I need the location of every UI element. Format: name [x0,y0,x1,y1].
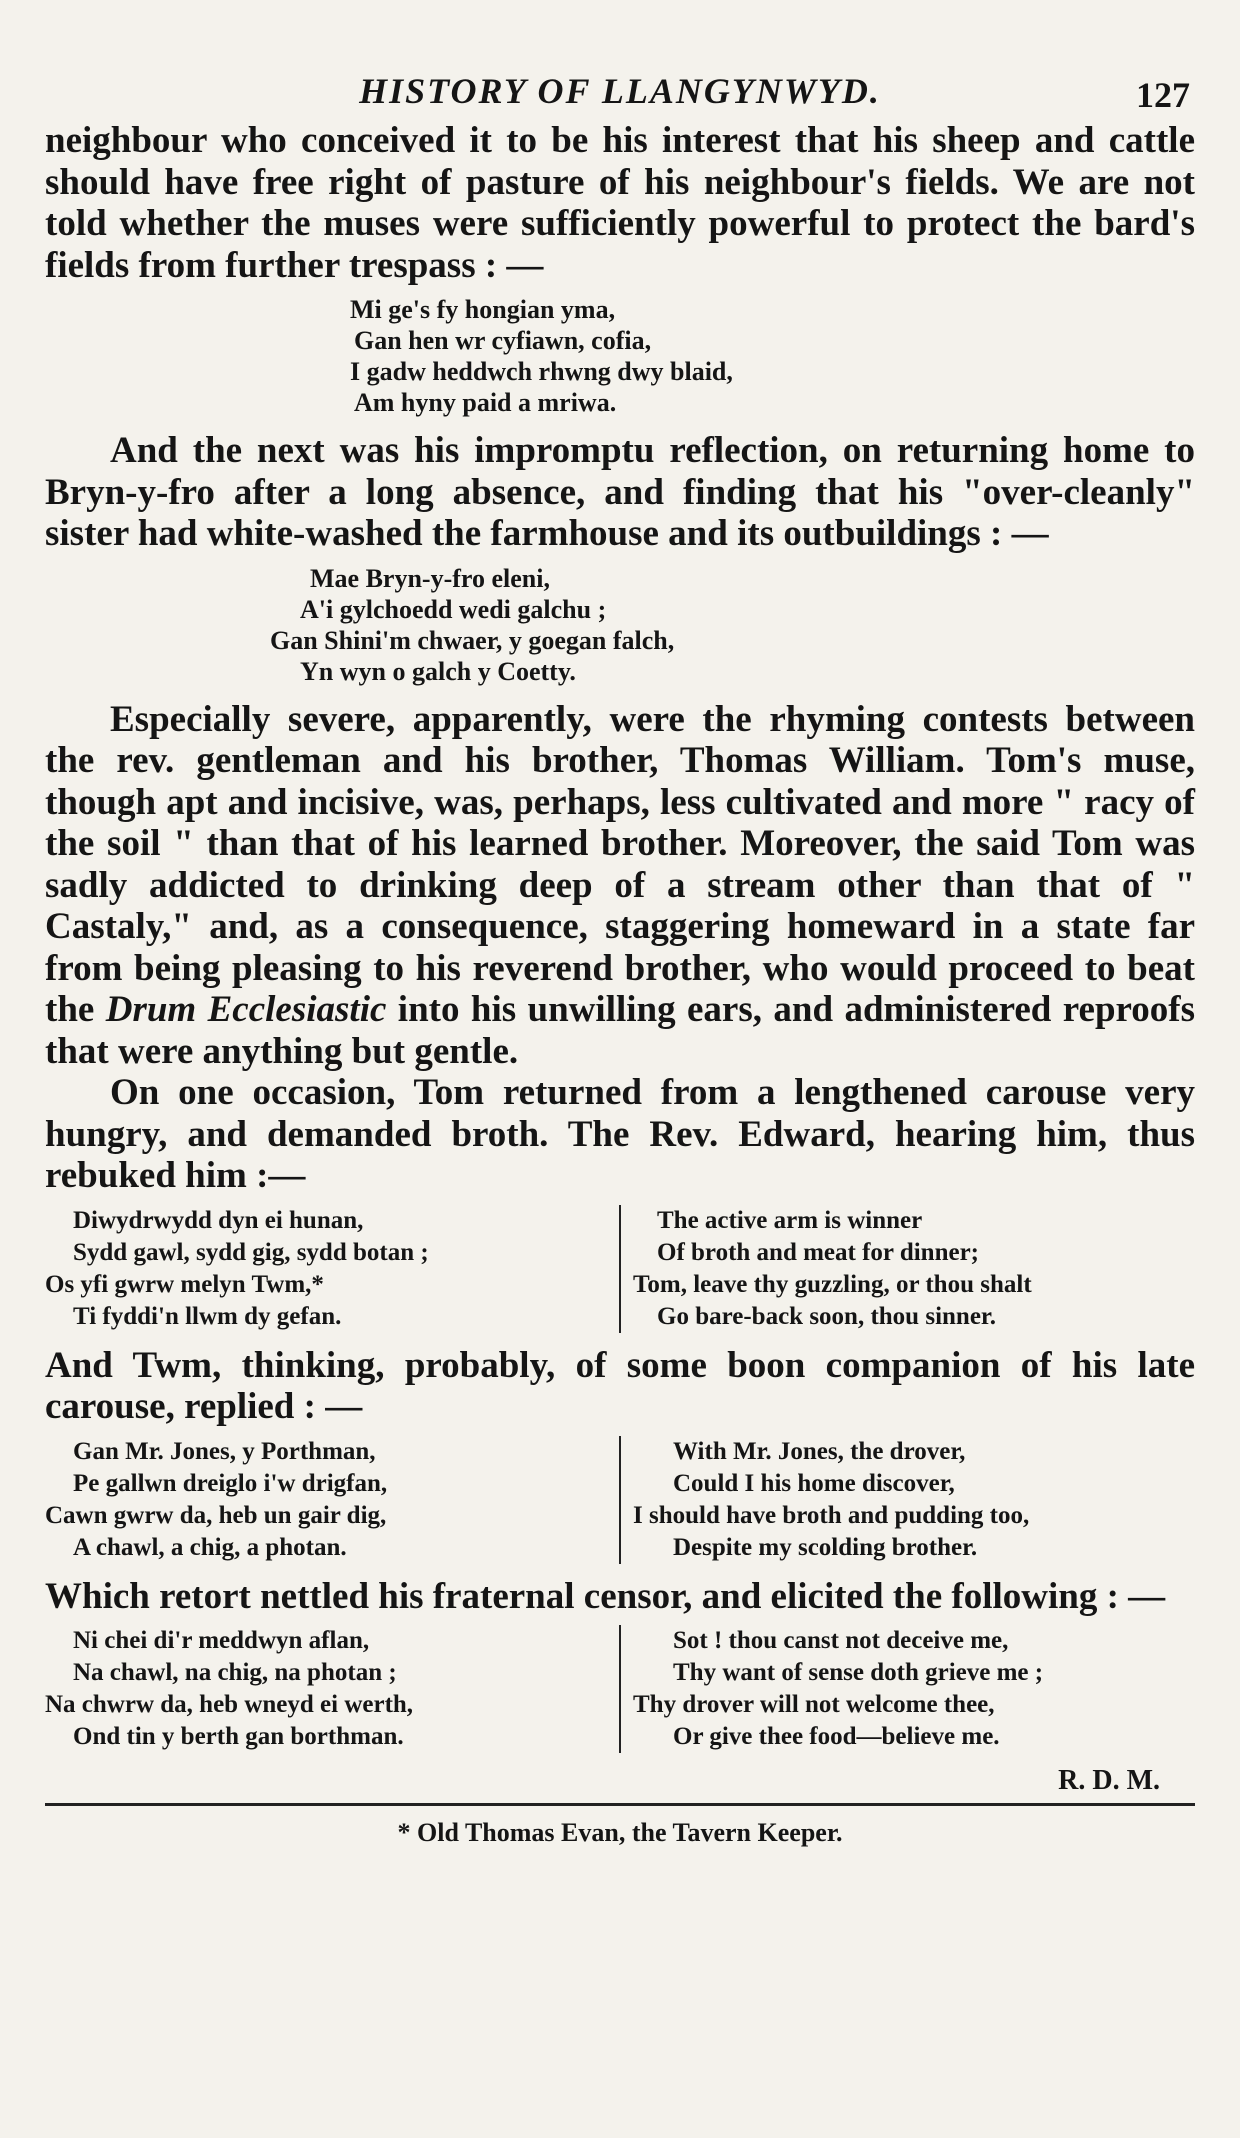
verse-line: Na chawl, na chig, na photan ; [73,1659,397,1686]
verse-line: Diwydrwydd dyn ei hunan, [73,1206,364,1234]
paragraph-5: And Twm, thinking, probably, of some boon companion of his late carouse, replied : — [45,1344,1195,1427]
welsh-verse [45,1625,621,1753]
verse-line: I gadw heddwch rhwng dwy blaid, [350,357,733,386]
paragraph-3-text-end: into his unwilling ears, and administered reproofs that were anything but gentle. [45,989,1196,1072]
verse-line: Gan Shini'm chwaer, y goegan falch, [270,625,675,655]
drum-ecclesiastic: Drum Ecclesiastic [105,989,387,1030]
verse-line: Mi ge's fy hongian yma, [350,295,616,324]
paragraph-3 [45,699,1195,1073]
footnote: * Old Thomas Evan, the Tavern Keeper. [397,1818,843,1847]
running-title: HISTORY OF LLANGYNWYD. [359,71,881,111]
book-page [45,60,1195,1848]
verse-line: Pe gallwn dreiglo i'w drigfan, [73,1469,388,1497]
verse-line: I should have broth and pudding too, [633,1501,1030,1529]
welsh-verse [45,1205,621,1333]
verse-line: Thy want of sense doth grieve me ; [673,1659,1044,1686]
verse-block-1 [350,294,1195,418]
verse-line: Could I his home discover, [673,1469,955,1497]
verse-line: Ond tin y berth gan borthman. [73,1723,404,1750]
footnote-divider [45,1803,1195,1806]
verse-line: Ti fyddi'n llwm dy gefan. [73,1302,342,1330]
verse-pair-2 [45,1436,1195,1564]
verse-pair-1 [45,1205,1195,1333]
paragraph-4: On one occasion, Tom returned from a lengthened carouse very hungry, and demanded broth. The Rev. Edward, hearing him, thus rebuked him :— [45,1072,1195,1196]
paragraph-6: Which retort nettled his fraternal censor, and elicited the following : — [45,1575,1166,1617]
verse-line: Mae Bryn-y-fro eleni, [310,563,550,593]
verse-line: A chawl, a chig, a photan. [73,1533,347,1561]
verse-block-2 [270,563,1195,687]
paragraph-2: And the next was his impromptu reflection, on returning home to Bryn-y-fro after a long absence, and finding that his "over-cleanly" sister had white-washed the farmhouse and its outbuildings : — [45,430,1195,554]
paragraph-3-text: Especially severe, apparently, were the rhyming contests between the rev. gentleman and his brother, Thomas William. Tom's muse, though apt and incisive, was, perhaps, less cultivated and more " racy of the soil " than that of his learned brother. Moreover, the said Tom was sadly addicted to drinking deep of a stream other than that of " Castaly," and, as a consequence, staggering homeward in a state far from being pleasing to his reverend brother, who would proceed to beat the [45,698,1195,1030]
verse-line: A'i gylchoedd wedi galchu ; [300,594,607,624]
verse-line: Go bare-back soon, thou sinner. [657,1302,996,1330]
paragraph-1: neighbour who conceived it to be his interest that his sheep and cattle should have free right of pasture of his neighbour's fields. We are not told whether the muses were sufficiently powerful to protect the bard's fields from further trespass : — [45,120,1195,286]
english-verse [621,1436,1195,1564]
verse-line: The active arm is winner [657,1206,923,1234]
verse-line: Tom, leave thy guzzling, or thou shalt [633,1270,1032,1298]
verse-line: Ni chei di'r meddwyn aflan, [73,1627,370,1654]
verse-line: Os yfi gwrw melyn Twm,* [45,1270,324,1298]
verse-line: Despite my scolding brother. [673,1533,978,1561]
verse-line: Am hyny paid a mriwa. [354,388,617,417]
verse-line: Sot ! thou canst not deceive me, [673,1627,1009,1654]
verse-line: Na chwrw da, heb wneyd ei werth, [45,1691,414,1718]
verse-line: Of broth and meat for dinner; [657,1238,979,1266]
page-header [45,60,1195,120]
verse-line: Cawn gwrw da, heb un gair dig, [45,1501,387,1529]
welsh-verse [45,1436,621,1564]
verse-line: With Mr. Jones, the drover, [673,1437,966,1465]
verse-line: Or give thee food—believe me. [673,1723,1000,1750]
page-number: 127 [1136,75,1190,115]
english-verse [621,1205,1195,1333]
verse-line: Sydd gawl, sydd gig, sydd botan ; [73,1238,429,1266]
verse-line: Gan Mr. Jones, y Porthman, [73,1437,376,1465]
verse-pair-3 [45,1625,1195,1753]
author-signature: R. D. M. [1058,1765,1160,1796]
verse-line: Yn wyn o galch y Coetty. [300,656,576,686]
verse-line: Gan hen wr cyfiawn, cofia, [354,326,652,355]
english-verse [621,1625,1195,1753]
verse-line: Thy drover will not welcome thee, [633,1691,995,1718]
